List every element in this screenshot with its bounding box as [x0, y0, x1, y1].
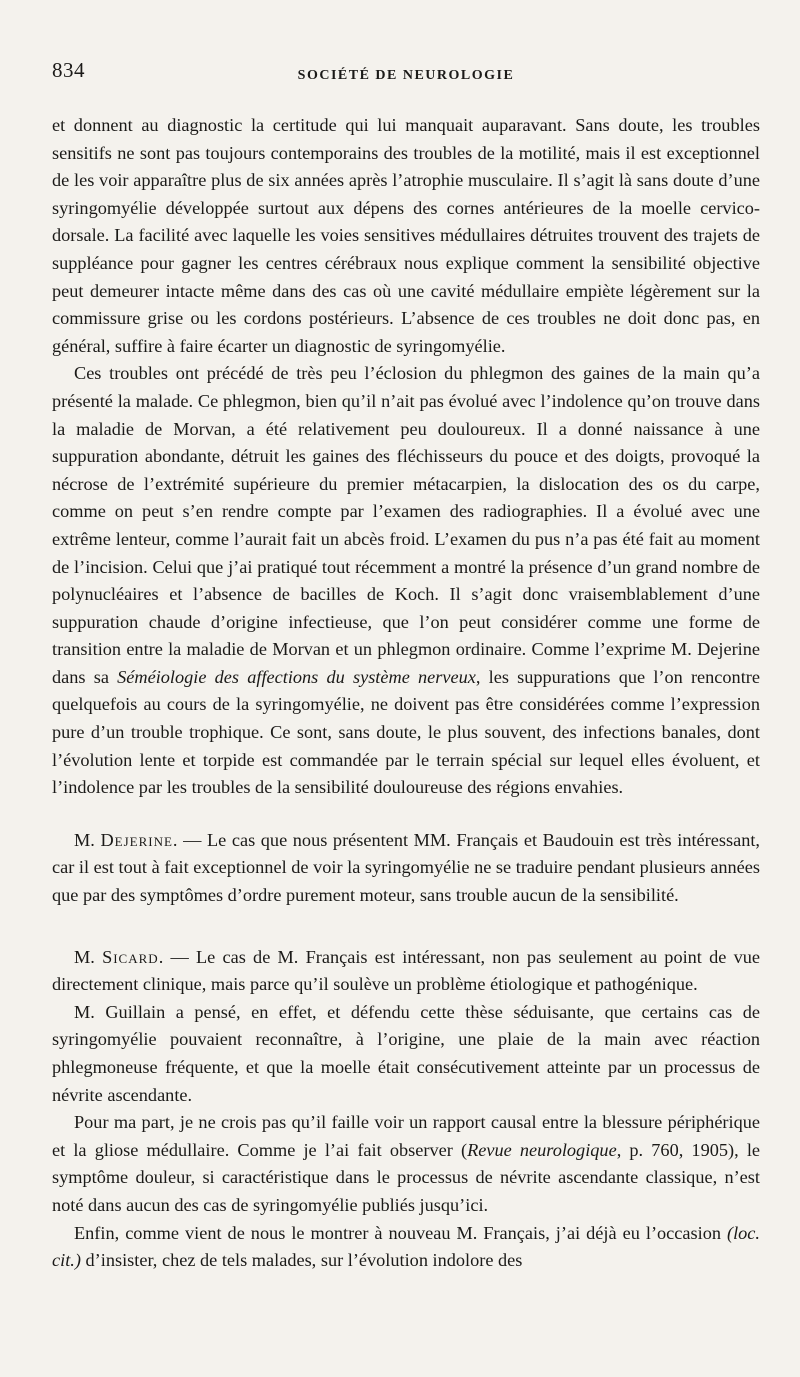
- paragraph-revue-journal-title: Revue neurologique: [467, 1139, 617, 1160]
- paragraph-revue-text-before: Pour ma part, je ne crois pas qu’il faille voir un rapport causal entre la blessure périphérique et la gliose médullaire. Comme je l’ai fait observer (: [52, 1112, 760, 1160]
- paragraph-revue-text-after: , p. 760, 1905), le symptôme douleur, si caractéristique dans le processus de névrite ascendante classique, n’est noté dans aucun des cas de syringomyélie publiés jusqu’ici.: [52, 1139, 761, 1215]
- page-header: [52, 58, 760, 92]
- paragraph-2: [52, 360, 760, 802]
- paragraph-sicard: [52, 944, 760, 999]
- speaker-name-sicard: Sicard: [102, 946, 159, 967]
- speaker-name-dejerine: Dejerine: [100, 829, 173, 850]
- paragraph-1: et donnent au diagnostic la certitude qui lui manquait auparavant. Sans doute, les troubles sensitifs ne sont pas toujours contemporains des troubles de la motilité, mais il est exceptionnel de les voir apparaître plus de six années après l’atrophie musculaire. Il s’agit là sans doute d’une syringomyélie développée surtout aux dépens des cornes antérieures de la moelle cervico-dorsale. La facilité avec laquelle les voies sensitives médullaires détruites trouvent des trajets de suppléance pour gagner les centres cérébraux nous explique comment la sensibilité objective peut demeurer intacte même dans des cas où une cavité médullaire empiète légèrement sur la commissure grise ou les cordons postérieurs. L’absence de ces troubles ne doit donc pas, en général, suffire à faire écarter un diagnostic de syringomyélie.: [52, 115, 760, 356]
- paragraph-2-text-after: , les suppurations que l’on rencontre quelquefois au cours de la syringomyélie, ne doivent pas être considérées comme l’expression pure d’un trouble trophique. Ce sont, sans doute, le plus souvent, des infections banales, dont l’évolution lente et torpide est commandée par le terrain spécial sur lequel elles évoluent, et l’indolence par les troubles de la sensibilité douloureuse des régions envahies.: [52, 666, 760, 798]
- paragraph-guillain: M. Guillain a pensé, en effet, et défendu cette thèse séduisante, que certains cas de syringomyélie pouvaient reconnaître, à l’origine, une plaie de la main avec réaction phlegmoneuse fréquente, et que la moelle était consécutivement atteinte par un processus de névrite ascendante.: [52, 1001, 760, 1105]
- speaker-prefix: M.: [74, 946, 103, 967]
- paragraph-revue: [52, 1109, 760, 1219]
- speaker-prefix: M.: [74, 829, 101, 850]
- paragraph-final-text-after: d’insister, chez de tels malades, sur l’évolution indolore des: [80, 1250, 523, 1271]
- paragraph-2-text-before: Ces troubles ont précédé de très peu l’éclosion du phlegmon des gaines de la main qu’a présenté la malade. Ce phlegmon, bien qu’il n’ait pas évolué avec l’indolence qu’on trouve dans la maladie de Morvan, a été relativement peu douloureux. Il a donné naissance à une suppuration abondante, détruit les gaines des fléchisseurs du pouce et des doigts, provoqué la nécrose de l’extrémité supérieure du premier métacarpien, la dislocation des os du carpe, comme on peut s’en rendre compte par l’examen des radiographies. Il a évolué avec une extrême lenteur, comme l’aurait fait un abcès froid. L’examen du pus n’a pas été fait au moment de l’incision. Celui que j’ai pratiqué tout récemment a montré la présence d’un grand nombre de polynucléaires et l’absence de bacilles de Koch. Il s’agit donc vraisemblablement d’une suppuration chaude d’origine infectieuse, que l’on peut considérer comme une forme de transition entre la maladie de Morvan et un phlegmon ordinaire. Comme l’exprime M. Dejerine dans sa: [52, 363, 760, 687]
- page-number: 834: [52, 58, 85, 82]
- paragraph-dejerine-text: . — Le cas que nous présentent MM. Français et Baudouin est très intéressant, car il est tout à fait exceptionnel de voir la syringomyélie ne se traduire pendant plusieurs années que par des symptômes d’ordre purement moteur, sans trouble aucun de la sensibilité.: [52, 829, 760, 906]
- paragraph-final-citation: (loc. cit.): [52, 1222, 760, 1271]
- paragraph-dejerine: [52, 827, 760, 910]
- paragraph-sicard-text: . — Le cas de M. Français est intéressant, non pas seulement au point de vue directement clinique, mais parce qu’il soulève un problème étiologique et pathogénique.: [52, 946, 760, 995]
- paragraph-2-book-title: Séméiologie des affections du système nerveux: [117, 666, 476, 687]
- document-body: [52, 112, 760, 1275]
- running-head: SOCIÉTÉ DE NEUROLOGIE: [297, 68, 515, 83]
- paragraph-final: [52, 1220, 760, 1275]
- paragraph-final-text-before: Enfin, comme vient de nous le montrer à nouveau M. Français, j’ai déjà eu l’occasion: [74, 1222, 727, 1243]
